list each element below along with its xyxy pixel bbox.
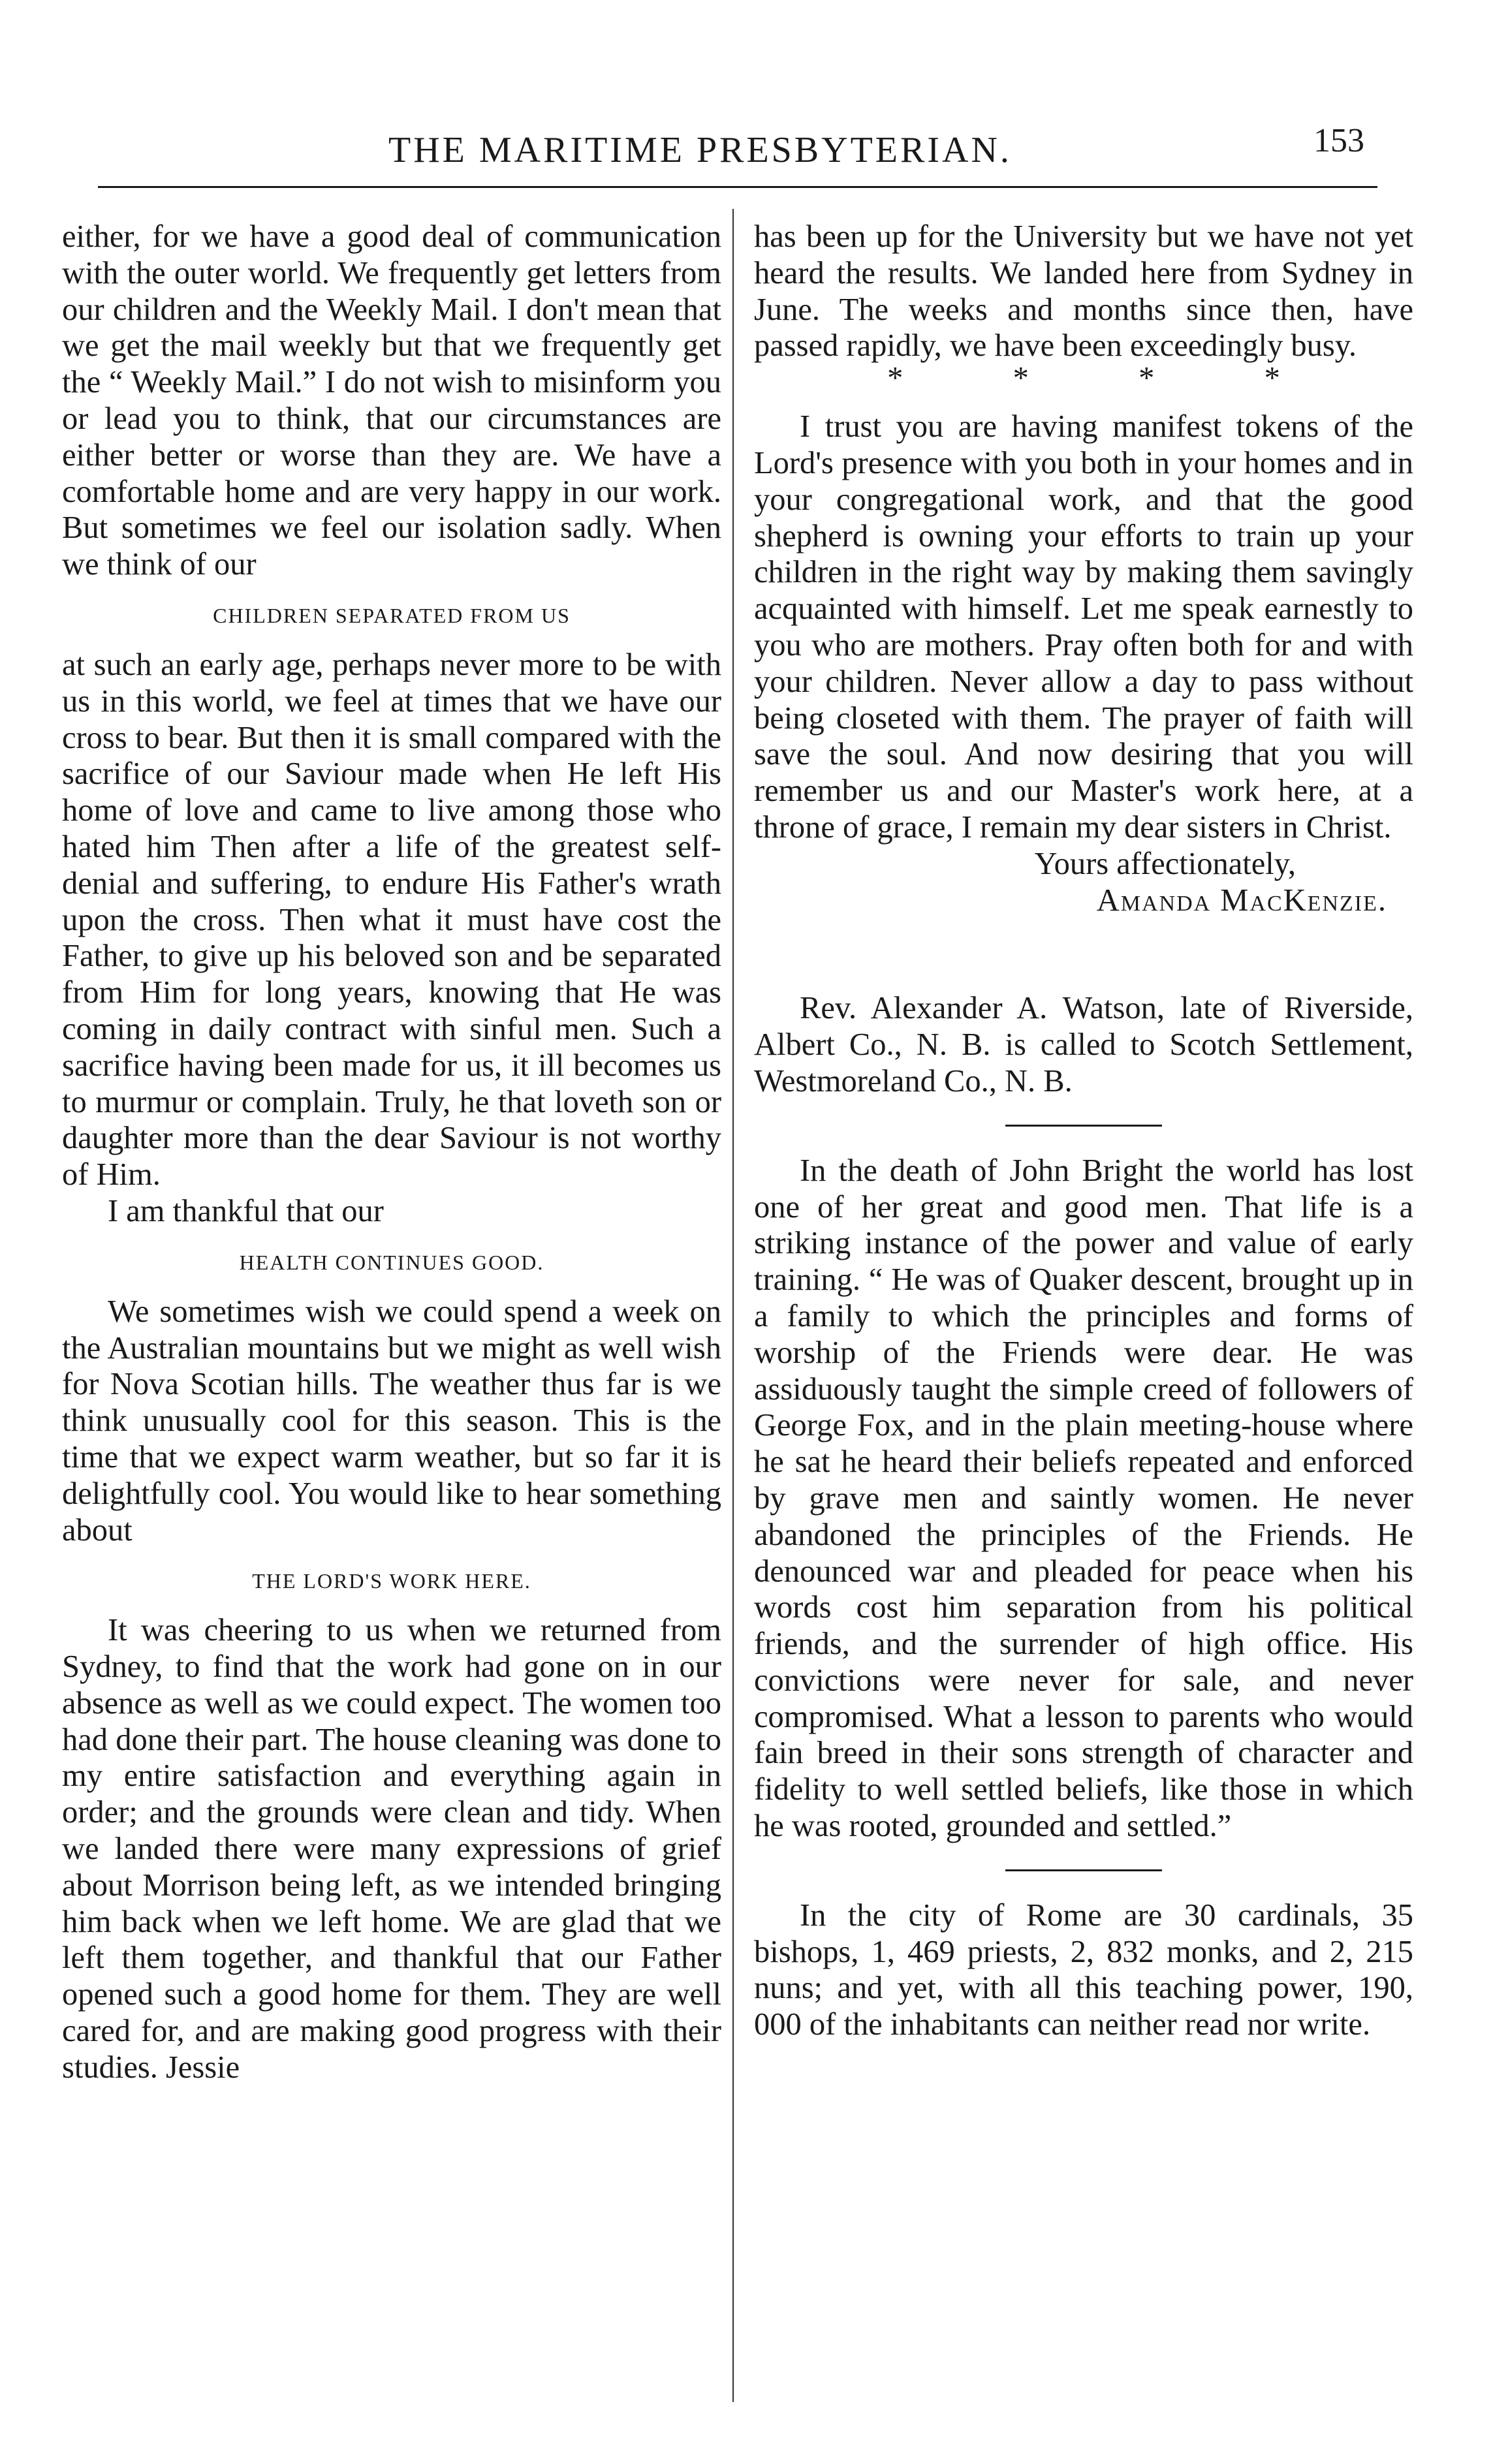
paragraph: We sometimes wish we could spend a week on the Australian mountains but we might as well wish for Nova Scotian hills. The weather thus far is we think unusually cool for this season. This is the time that we expect warm weather, but so far it is delightfully cool. You would like to hear something about (62, 1294, 721, 1548)
page-header (98, 116, 1377, 188)
notice: Rev. Alexander A. Watson, late of Riverside, Albert Co., N. B. is called to Scotch Settlement, Westmoreland Co., N. B. (754, 991, 1413, 1099)
asterisk: * (1139, 361, 1155, 396)
running-title: THE MARITIME PRESBYTERIAN. (388, 130, 1012, 170)
page-number: 153 (1313, 122, 1364, 159)
right-column (754, 219, 1413, 2043)
header-rule (98, 186, 1377, 188)
paragraph: either, for we have a good deal of communication with the outer world. We frequently get letters from our children and the Weekly Mail. I don't mean that we get the mail weekly but that we frequently get the “ Weekly Mail.” I do not wish to misinform you or lead you to think, that our circumstances are either better or worse than they are. We have a comfortable home and are very happy in our work. But sometimes we feel our isolation sadly. When we think of our (62, 219, 721, 582)
divider-rule (1005, 1869, 1162, 1871)
asterisk: * (887, 361, 903, 396)
notice: In the death of John Bright the world has lost one of her great and good men. That life is a striking instance of the power and value of early training. “ He was of Quaker descent, brought up in a family to which the principles and forms of worship of the Friends were dear. He was assiduously taught the simple creed of followers of George Fox, and in the plain meeting-house where he sat he heard their beliefs repeated and enforced by grave men and saintly women. He never abandoned the principles of the Friends. He denounced war and pleaded for peace when his words cost him separation from his political friends, and the surrender of high office. His convictions were never for sale, and never compromised. What a lesson to parents who would fain breed in their sons strength of character and fidelity to well settled beliefs, like those in which he was rooted, grounded and settled.” (754, 1153, 1413, 1844)
paragraph: has been up for the University but we have not yet heard the results. We landed here from Sydney in June. The weeks and months since then, have passed rapidly, we have been exceedingly busy. (754, 219, 1413, 364)
asterisk: * (1013, 361, 1029, 396)
paragraph: I trust you are having manifest tokens of the Lord's presence with you both in your homes and in your congregational work, and that the good shepherd is owning your efforts to train up your children in the right way by making them savingly acquainted with himself. Let me speak earnestly to you who are mothers. Pray often both for and with your children. Never allow a day to pass without being closeted with them. The prayer of faith will save the soul. And now desiring that you will remember us and our Master's work here, at a throne of grace, I remain my dear sisters in Christ. (754, 409, 1413, 845)
paragraph: I am thankful that our (108, 1193, 384, 1228)
left-column (62, 219, 721, 2086)
paragraph: at such an early age, perhaps never more to be with us in this world, we feel at times that we have our cross to bear. But then it is small compared with the sacrifice of our Saviour made when He left His home of love and came to live among those who hated him Then after a life of the greatest self-denial and suffering, to endure His Father's wrath upon the cross. Then what it must have cost the Father, to give up his beloved son and be separated from Him for long years, knowing that He was coming in daily contract with sinful men. Such a sacrifice having been made for us, it ill becomes us to murmur or complain. Truly, he that loveth son or daughter more than the dear Saviour is not worthy of Him. (62, 647, 721, 1193)
letter-signoff: Yours affectionately, (1034, 846, 1296, 881)
column-divider (732, 209, 734, 2402)
letter-signature: Amanda MacKenzie. (1096, 882, 1387, 918)
asterisk: * (1264, 361, 1280, 396)
section-break (754, 361, 1413, 396)
section-subheading: HEALTH CONTINUES GOOD. (239, 1250, 544, 1274)
section-subheading: CHILDREN SEPARATED FROM US (213, 603, 571, 627)
divider-rule (1005, 1125, 1162, 1127)
paragraph: It was cheering to us when we returned from Sydney, to find that the work had gone on in our absence as well as we could expect. The women too had done their part. The house cleaning was done to my entire satisfaction and everything again in order; and the grounds were clean and tidy. When we landed there were many expressions of grief about Morrison being left, as we intended bringing him back when we left home. We are glad that we left them together, and thankful that our Father opened such a good home for them. They are well cared for, and are making good progress with their studies. Jessie (62, 1613, 721, 2085)
notice: In the city of Rome are 30 cardinals, 35 bishops, 1, 469 priests, 2, 832 monks, and 2, 215 nuns; and yet, with all this teaching power, 190, 000 of the inhabitants can neither read nor write. (754, 1897, 1413, 2042)
section-subheading: THE LORD'S WORK HERE. (252, 1569, 531, 1593)
